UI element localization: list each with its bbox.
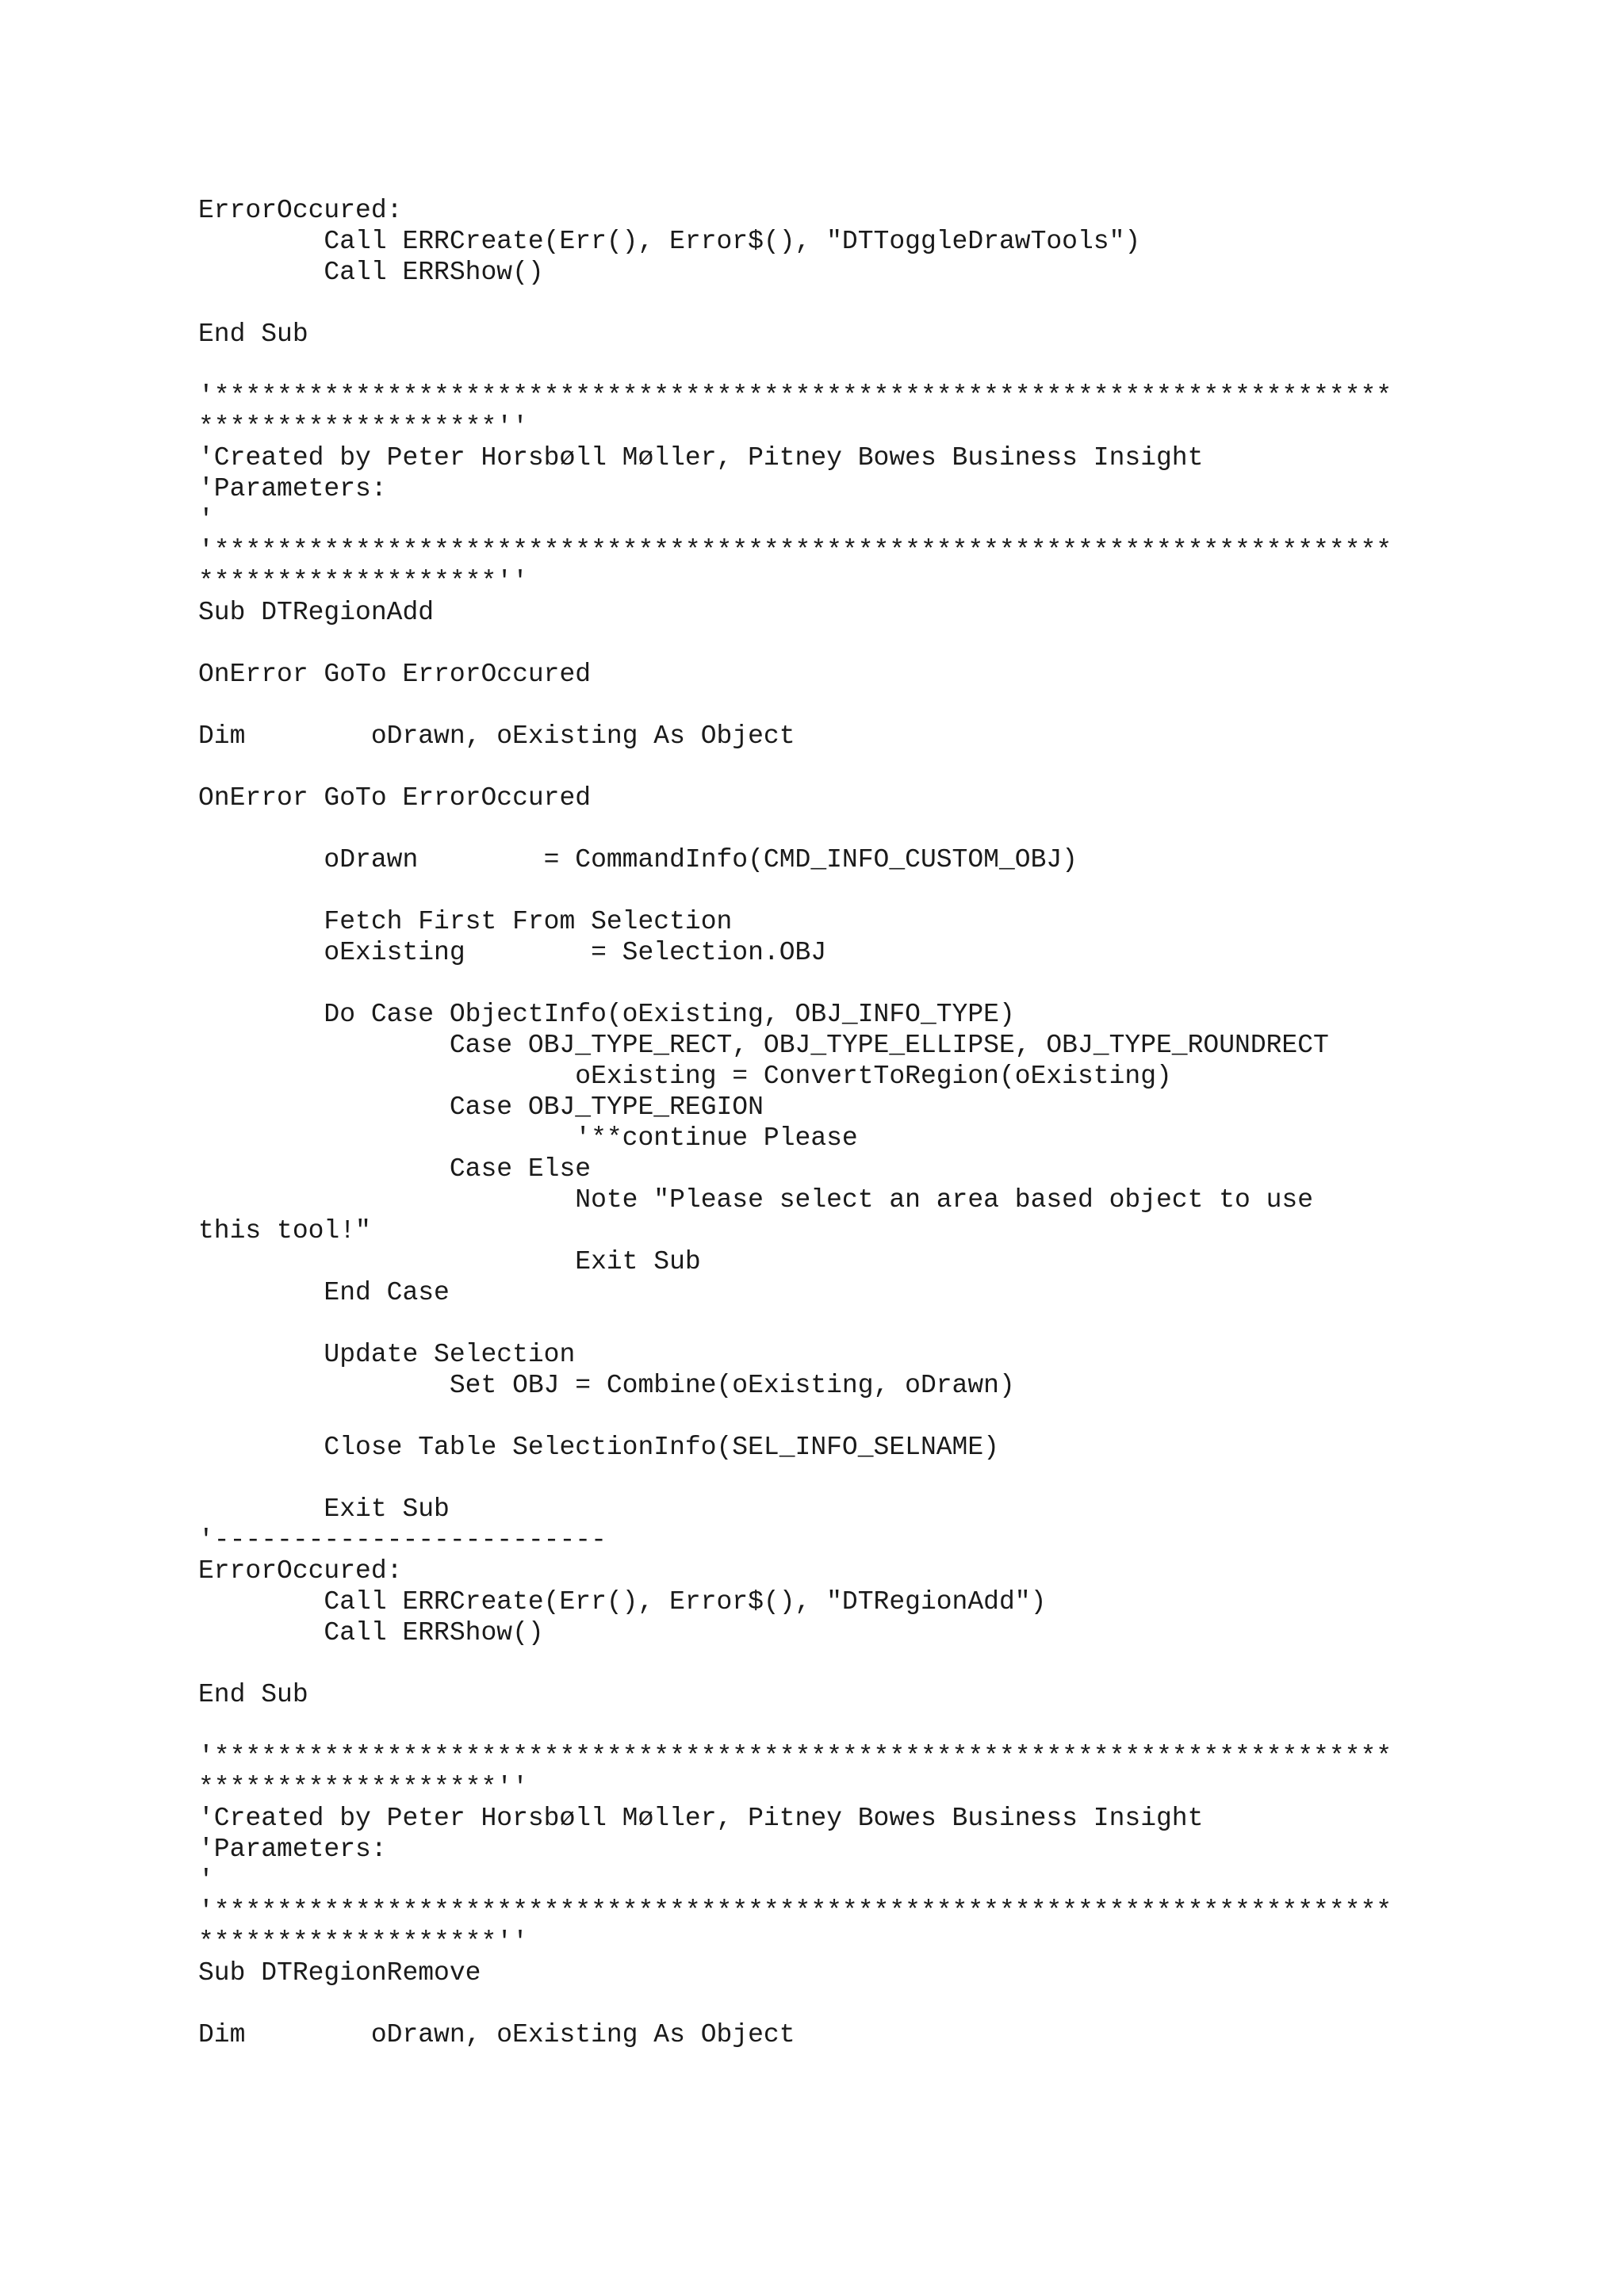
code-line: Note "Please select an area based object to use: [198, 1185, 1314, 1215]
code-line: 'Parameters:: [198, 1835, 387, 1864]
code-line: Call ERRShow(): [198, 1618, 544, 1647]
code-line: ErrorOccured:: [198, 196, 403, 225]
code-line: Case Else: [198, 1154, 592, 1184]
code-line: *******************'': [198, 412, 528, 442]
code-line: '***************************************************************************: [198, 381, 1392, 411]
code-line: this tool!": [198, 1216, 371, 1246]
code-line: Sub DTRegionAdd: [198, 598, 435, 627]
code-line: End Case: [198, 1278, 450, 1307]
code-line: 'Created by Peter Horsbøll Møller, Pitney Bowes Business Insight: [198, 443, 1204, 473]
code-line: [198, 1648, 1594, 1679]
code-line: '***************************************************************************: [198, 1896, 1392, 1926]
code-line: Call ERRShow(): [198, 258, 544, 287]
code-line: [198, 1308, 1594, 1339]
code-line: [198, 1710, 1594, 1741]
code-listing: [198, 195, 1594, 2050]
code-line: Dim oDrawn, oExisting As Object: [198, 721, 795, 751]
code-line: [198, 628, 1594, 659]
code-line: Exit Sub: [198, 1247, 701, 1276]
code-line: Sub DTRegionRemove: [198, 1958, 481, 1988]
code-line: '***************************************************************************: [198, 536, 1392, 565]
code-line: ErrorOccured:: [198, 1556, 403, 1586]
code-line: Do Case ObjectInfo(oExisting, OBJ_INFO_TYPE): [198, 1000, 1015, 1029]
code-line: oExisting = ConvertToRegion(oExisting): [198, 1062, 1172, 1091]
code-line: [198, 968, 1594, 999]
code-line: *******************'': [198, 1773, 528, 1802]
code-line: Case OBJ_TYPE_RECT, OBJ_TYPE_ELLIPSE, OBJ_TYPE_ROUNDRECT: [198, 1031, 1329, 1060]
code-line: 'Created by Peter Horsbøll Møller, Pitney Bowes Business Insight: [198, 1804, 1204, 1833]
code-line: End Sub: [198, 320, 308, 349]
code-line: '**continue Please: [198, 1123, 858, 1153]
code-line: End Sub: [198, 1680, 308, 1709]
code-line: Fetch First From Selection: [198, 907, 733, 936]
code-line: Case OBJ_TYPE_REGION: [198, 1093, 764, 1122]
code-line: oExisting = Selection.OBJ: [198, 938, 827, 967]
code-line: [198, 1463, 1594, 1494]
code-line: ': [198, 1866, 214, 1895]
code-line: [198, 1988, 1594, 2019]
code-line: 'Parameters:: [198, 474, 387, 503]
code-line: [198, 752, 1594, 783]
code-line: ': [198, 505, 214, 534]
code-line: Call ERRCreate(Err(), Error$(), "DTRegionAdd"): [198, 1587, 1047, 1617]
code-line: oDrawn = CommandInfo(CMD_INFO_CUSTOM_OBJ): [198, 845, 1078, 874]
code-line: '***************************************************************************: [198, 1742, 1392, 1771]
code-line: [198, 288, 1594, 319]
code-line: [198, 1401, 1594, 1432]
code-line: Call ERRCreate(Err(), Error$(), "DTToggleDrawTools"): [198, 227, 1141, 256]
code-line: [198, 813, 1594, 844]
code-line: Close Table SelectionInfo(SEL_INFO_SELNAME): [198, 1433, 999, 1462]
code-line: [198, 350, 1594, 381]
code-line: *******************'': [198, 1927, 528, 1957]
code-line: OnError GoTo ErrorOccured: [198, 783, 592, 813]
code-line: OnError GoTo ErrorOccured: [198, 660, 592, 689]
code-line: Exit Sub: [198, 1494, 450, 1524]
code-line: [198, 875, 1594, 906]
code-line: [198, 690, 1594, 721]
code-line: '-------------------------: [198, 1525, 607, 1555]
code-line: Set OBJ = Combine(oExisting, oDrawn): [198, 1371, 1015, 1400]
code-line: Dim oDrawn, oExisting As Object: [198, 2020, 795, 2049]
code-line: *******************'': [198, 567, 528, 596]
code-line: Update Selection: [198, 1340, 576, 1369]
